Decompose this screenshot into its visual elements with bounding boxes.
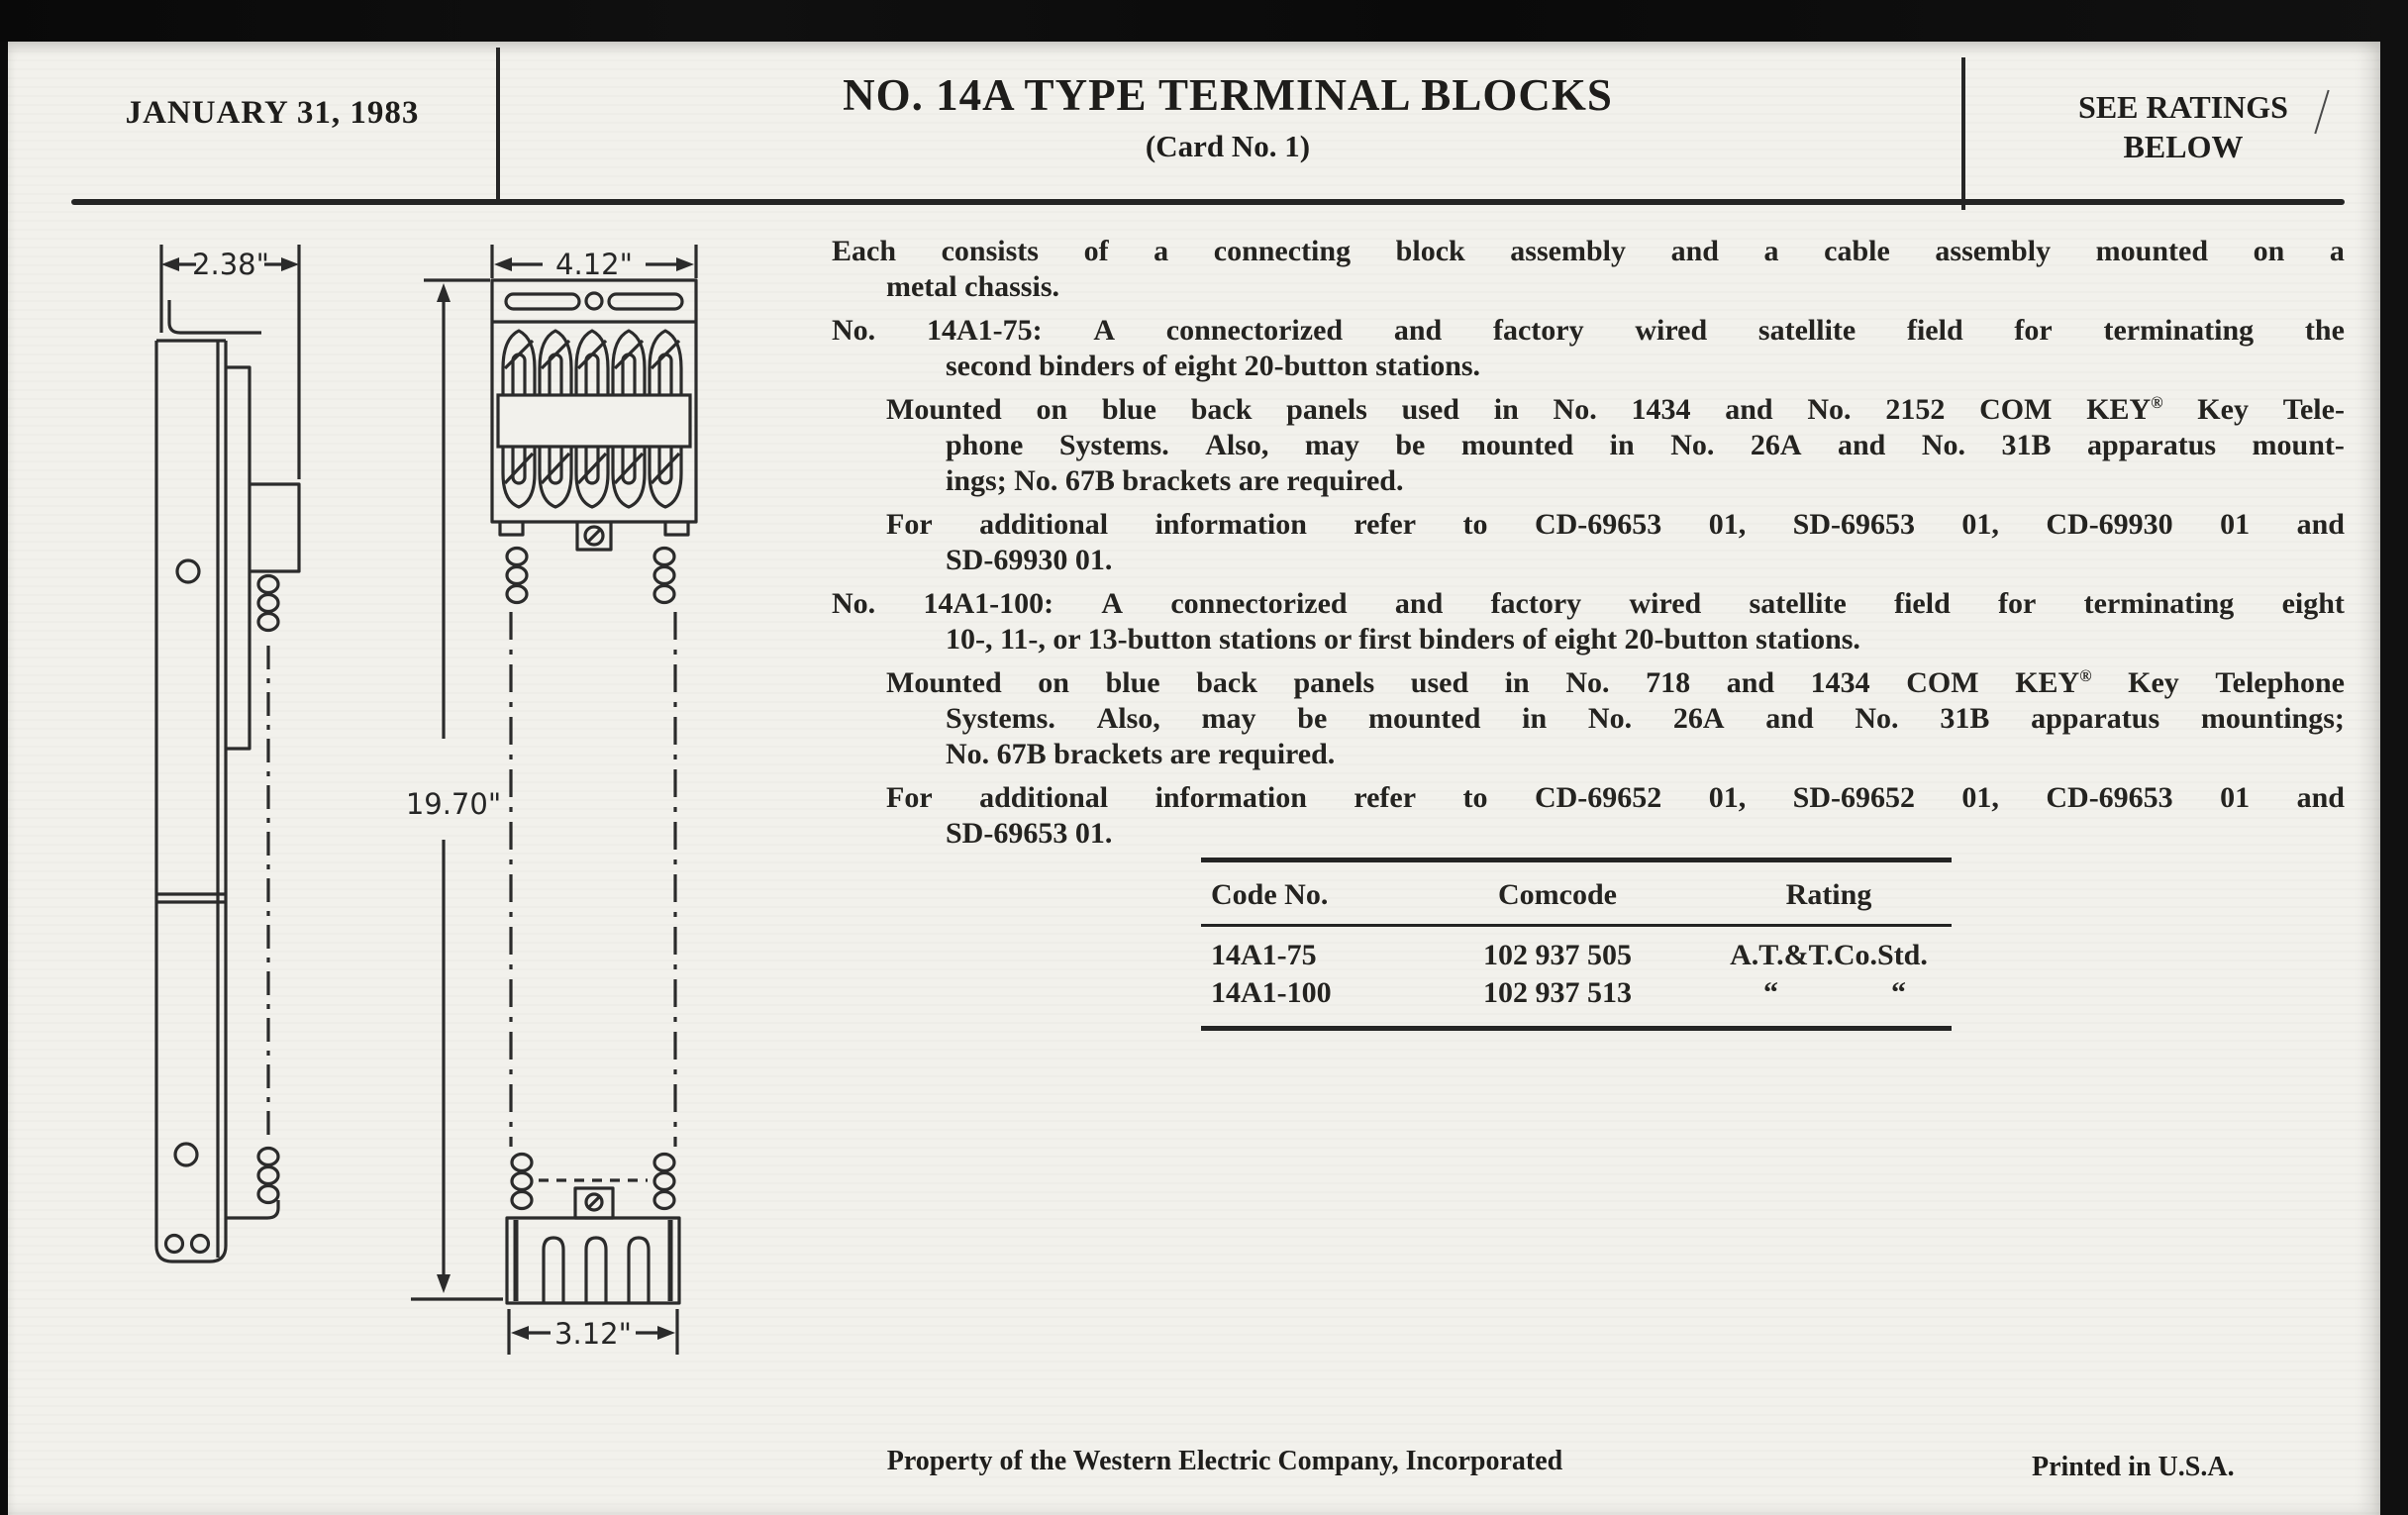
dimension-label-front-width: 4.12" bbox=[555, 248, 633, 281]
paragraph-line: Mounted on blue back panels used in No. 1434 and No. 2152 COM KEY® Key Tele- bbox=[886, 393, 2345, 426]
side-view-drawing bbox=[156, 245, 299, 1262]
date-label: JANUARY 31, 1983 bbox=[125, 95, 420, 131]
ratings-note bbox=[2020, 87, 2347, 166]
dimension-label-side-width: 2.38" bbox=[192, 248, 269, 281]
dimension-front-width bbox=[492, 245, 696, 281]
dimension-label-bottom-width: 3.12" bbox=[554, 1317, 632, 1351]
bottom-block-drawing bbox=[507, 1155, 679, 1304]
paragraph-line: Each consists of a connecting block assembly and a cable assembly mounted on a bbox=[832, 235, 2345, 267]
dimension-height bbox=[406, 280, 503, 1299]
front-view-drawing bbox=[406, 245, 696, 1355]
footer-property-label: Property of the Western Electric Company, Incorporated bbox=[886, 1446, 1563, 1476]
cell-comcode: 102 937 505 bbox=[1483, 939, 1632, 971]
paragraph-line: No. 14A1-75: A connectorized and factory wired satellite field for terminating the bbox=[832, 314, 2345, 347]
ratings-table bbox=[1201, 858, 1952, 1031]
paragraph-line: ings; No. 67B brackets are required. bbox=[946, 464, 1404, 497]
ditto-mark: “ bbox=[1891, 976, 1906, 1009]
table-row bbox=[1201, 974, 1952, 1012]
column-header-code: Code No. bbox=[1211, 878, 1329, 911]
paragraph-line: SD-69653 01. bbox=[946, 817, 1113, 850]
cell-rating bbox=[1706, 974, 1952, 1012]
paragraph bbox=[832, 780, 2345, 852]
cell-comcode: 102 937 513 bbox=[1483, 976, 1632, 1009]
paragraph bbox=[832, 392, 2345, 499]
paragraph bbox=[832, 586, 2345, 657]
footer-printed-label: Printed in U.S.A. bbox=[2032, 1452, 2235, 1482]
paragraph-line: For additional information refer to CD-69652 01, SD-69652 01, CD-69653 01 and bbox=[886, 781, 2345, 814]
ratings-note-line2: BELOW bbox=[2123, 129, 2244, 164]
scan-border-left bbox=[0, 42, 8, 1515]
paragraph-line: SD-69930 01. bbox=[946, 544, 1113, 576]
column-header-comcode: Comcode bbox=[1498, 878, 1617, 911]
body-text bbox=[832, 234, 2345, 859]
table-row bbox=[1201, 937, 1952, 974]
cell-code: 14A1-75 bbox=[1211, 939, 1317, 971]
page-title: NO. 14A TYPE TERMINAL BLOCKS bbox=[843, 70, 1613, 120]
scan-border-top bbox=[0, 0, 2408, 42]
paragraph-line: second binders of eight 20-button stations. bbox=[946, 350, 1481, 382]
paragraph bbox=[832, 665, 2345, 772]
column-header-rating: Rating bbox=[1785, 878, 1872, 911]
paragraph-line: For additional information refer to CD-69653 01, SD-69653 01, CD-69930 01 and bbox=[886, 508, 2345, 541]
dimension-bottom-width bbox=[509, 1309, 677, 1355]
page-subtitle: (Card No. 1) bbox=[1145, 129, 1311, 163]
table-header-row bbox=[1201, 862, 1952, 927]
paragraph-line: Mounted on blue back panels used in No. 718 and 1434 COM KEY® Key Telephone bbox=[886, 666, 2345, 699]
technical-drawing bbox=[59, 228, 792, 1396]
dimension-label-height: 19.70" bbox=[405, 787, 502, 821]
scan-border-right bbox=[2380, 0, 2408, 1515]
cell-rating: A.T.&T.Co.Std. bbox=[1730, 939, 1928, 971]
ratings-note-line1: SEE RATINGS bbox=[2078, 89, 2288, 125]
paragraph-line: 10-, 11-, or 13-button stations or first binders of eight 20-button stations. bbox=[946, 623, 1860, 656]
paragraph bbox=[832, 313, 2345, 384]
header-divider-left bbox=[496, 48, 500, 204]
title-block bbox=[733, 69, 1723, 164]
cell-code: 14A1-100 bbox=[1211, 976, 1332, 1009]
paragraph-line: No. 67B brackets are required. bbox=[946, 738, 1336, 770]
table-body bbox=[1201, 927, 1952, 1026]
ditto-mark: “ bbox=[1763, 976, 1778, 1009]
paragraph-line: phone Systems. Also, may be mounted in No. 26A and No. 31B apparatus mount- bbox=[946, 429, 2345, 461]
header-rule bbox=[71, 199, 2345, 205]
paragraph bbox=[832, 234, 2345, 305]
dimension-side-width bbox=[161, 245, 299, 479]
paragraph-line: Systems. Also, may be mounted in No. 26A and No. 31B apparatus mountings; bbox=[946, 702, 2345, 735]
paragraph-line: No. 14A1-100: A connectorized and factory wired satellite field for terminating eight bbox=[832, 587, 2345, 620]
paragraph-line: metal chassis. bbox=[886, 270, 1059, 303]
header-divider-right bbox=[1961, 57, 1965, 210]
paragraph bbox=[832, 507, 2345, 578]
